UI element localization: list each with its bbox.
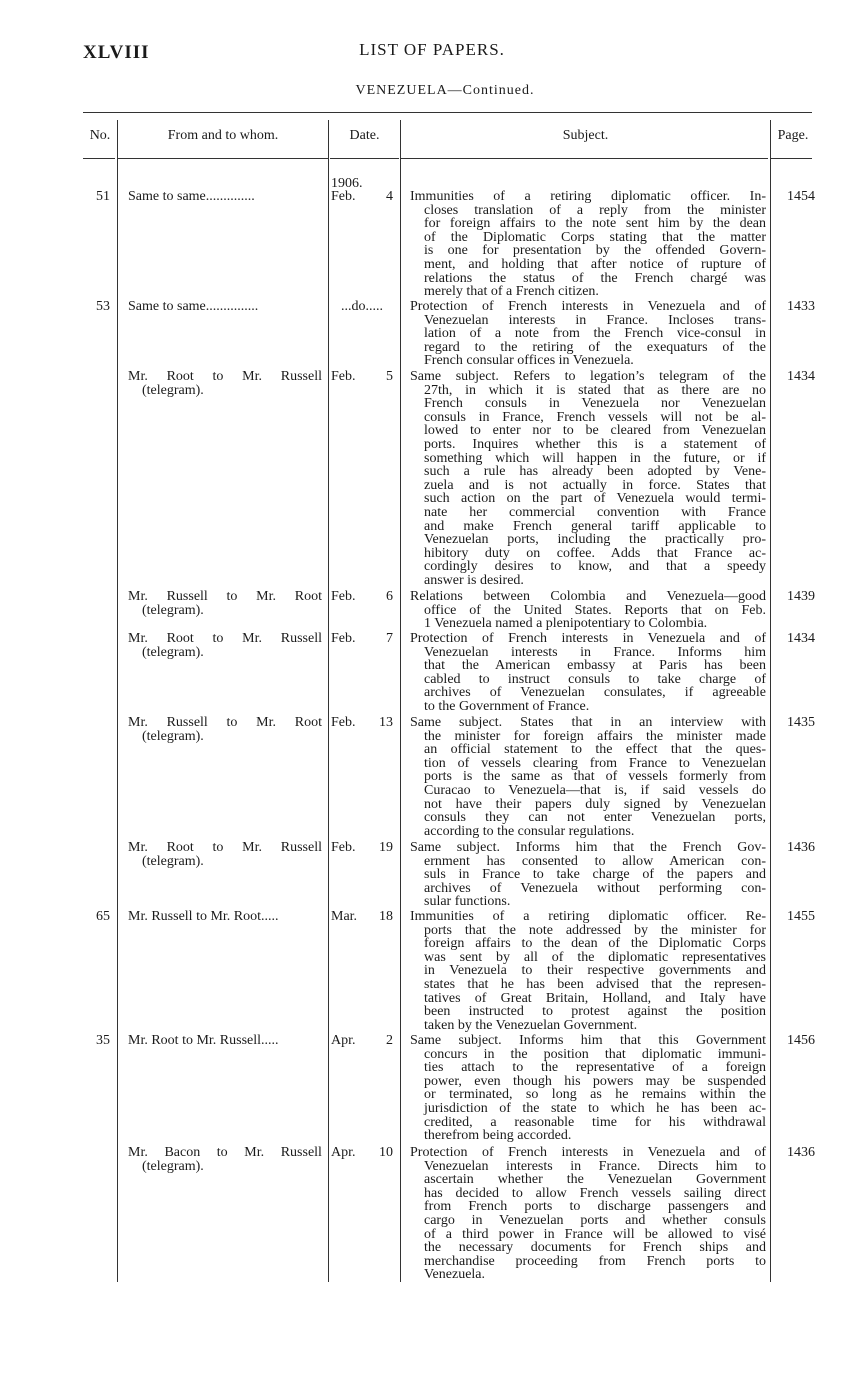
date-line — [331, 632, 393, 646]
date-day: 7 — [386, 631, 393, 646]
subject-line: 1 Venezuela named a plenipotentiary to Colombia. — [424, 616, 708, 632]
column-divider-2 — [328, 120, 329, 1282]
entry-date — [331, 716, 393, 730]
subject-line: Curacao to Venezuela—that is, if said vessels do — [424, 782, 766, 798]
from-word: Root — [166, 369, 194, 384]
subject-line: relations the status of the French chargé was — [424, 270, 766, 286]
from-line-1 — [128, 590, 322, 604]
row-number: 35 — [96, 1033, 110, 1048]
from-word: Russell — [280, 369, 322, 384]
subject-line: for foreign affairs to the note sent him by the dean — [424, 216, 766, 232]
from-to-whom — [128, 716, 322, 743]
from-word: Mr. — [128, 369, 148, 384]
from-line-1 — [128, 716, 322, 730]
subject-line: consuls in France, French vessels will not be al- — [424, 409, 766, 425]
subject-line: Venezuelan ports, including the practically pro- — [424, 532, 766, 548]
date-month: Apr. — [331, 1145, 356, 1160]
subject-text — [410, 1146, 766, 1282]
page-number: 1455 — [787, 909, 815, 924]
header-bottom-rule-page — [771, 158, 812, 159]
from-name: Mr. Root to Mr. Russell — [128, 1034, 262, 1048]
subject-line: or terminated, so long as he remains within the — [424, 1087, 766, 1103]
subject-line: Venezuela. — [424, 1267, 486, 1283]
from-word: to — [212, 840, 224, 855]
subject-text — [410, 190, 766, 299]
subject-line: taken by the Venezuelan Government. — [424, 1017, 638, 1033]
entry-date — [331, 1034, 393, 1048]
from-word: Russell — [166, 589, 208, 604]
subject-line: was sent by all of the diplomatic representatives — [424, 949, 766, 965]
from-to-whom — [128, 841, 322, 868]
date-day: 18 — [379, 909, 393, 924]
subject-line: sular functions. — [424, 894, 511, 910]
date-line — [331, 1034, 393, 1048]
date-month: Feb. — [331, 715, 356, 730]
subject-line: ernment has consented to allow American con- — [424, 853, 766, 869]
from-word: Mr. — [242, 631, 263, 646]
subject-line: closes translation of a reply from the minister — [424, 202, 766, 218]
from-word: Russell — [280, 1145, 322, 1160]
date-month: Feb. — [331, 840, 356, 855]
date-month: Apr. — [331, 1033, 356, 1048]
from-to-whom — [128, 590, 322, 617]
from-word: Russell — [166, 715, 208, 730]
from-line-1 — [128, 1034, 322, 1048]
from-to-whom — [128, 370, 322, 397]
from-word: Root — [166, 631, 194, 646]
from-to-whom — [128, 190, 322, 204]
subject-line: suls in France to take charge of the papers and — [424, 867, 766, 883]
subject-line: Venezuelan interests in France. Directs him to — [424, 1158, 766, 1174]
date-year: 1906. — [331, 176, 363, 191]
from-line-2: (telegram). — [142, 853, 204, 869]
subject-line: Protection of French interests in Venezuela and of — [410, 299, 766, 314]
entry-date — [331, 190, 393, 204]
from-word: to — [212, 631, 224, 646]
subject-line: credited, a reasonable time for his withdrawal — [424, 1114, 766, 1130]
subject-line: archives of Venezuela without performing con- — [424, 880, 766, 896]
subject-line: merchandise proceeding from French ports to — [424, 1253, 766, 1269]
from-name: Same to same — [128, 190, 206, 204]
leader-dots: ..... — [261, 1034, 279, 1048]
subject-line: and make French general tariff applicable to — [424, 518, 766, 534]
section-subtitle: VENEZUELA—Continued. — [355, 83, 535, 98]
subject-line: such action on the part of Venezuela would termi- — [424, 491, 766, 507]
subject-line: lation of a note from the French vice-consul in — [424, 326, 766, 342]
page-number: 1454 — [787, 189, 815, 204]
subject-line: nate her commercial convention with France — [424, 504, 766, 520]
from-line-1 — [128, 1146, 322, 1160]
col-header-from: From and to whom. — [167, 128, 279, 143]
column-divider-1 — [117, 120, 118, 1282]
date-day: 6 — [386, 589, 393, 604]
subject-line: has decided to allow French vessels sailing direct — [424, 1185, 766, 1201]
subject-line: concurs in the position that diplomatic immuni- — [424, 1046, 766, 1062]
page-folio: XLVIII — [83, 42, 150, 63]
subject-text — [410, 590, 766, 631]
subject-line: Same subject. Informs him that the French Gov- — [410, 840, 766, 855]
from-word: Russell — [280, 631, 322, 646]
subject-line: not have their papers duly signed by Venezuelan — [424, 796, 766, 812]
subject-line: regard to the retiring of the exequaturs of the — [424, 339, 766, 355]
entry-date — [331, 370, 393, 384]
entry-date — [331, 300, 393, 314]
date-line — [331, 370, 393, 384]
from-line-2: (telegram). — [142, 602, 204, 618]
page-number: 1435 — [787, 715, 815, 730]
from-to-whom — [128, 1146, 322, 1173]
from-word: Root — [294, 589, 322, 604]
from-word: Mr. — [242, 840, 263, 855]
from-line-2: (telegram). — [142, 644, 204, 660]
date-day: 13 — [379, 715, 393, 730]
from-word: to — [226, 589, 238, 604]
from-word: to — [212, 369, 224, 384]
subject-line: the necessary documents for French ships and — [424, 1240, 766, 1256]
subject-line: ascertain whether the Venezuelan Government — [424, 1172, 766, 1188]
date-day: 2 — [386, 1033, 393, 1048]
subject-line: cabled to instruct consuls to take charge of — [424, 671, 766, 687]
subject-line: Protection of French interests in Venezuela and of — [410, 631, 766, 646]
from-line-1 — [128, 190, 322, 204]
from-word: Mr. — [244, 1145, 265, 1160]
subject-text — [410, 632, 766, 714]
col-header-page: Page. — [777, 128, 809, 143]
date-line — [331, 590, 393, 604]
subject-line: according to the consular regulations. — [424, 823, 635, 839]
from-line-1 — [128, 370, 322, 384]
date-day: 5 — [386, 369, 393, 384]
entry-date — [331, 841, 393, 855]
subject-line: to the Government of France. — [424, 698, 590, 714]
subject-text — [410, 370, 766, 588]
date-line — [331, 190, 393, 204]
leader-dots: ..... — [261, 910, 279, 924]
from-word: Mr. — [256, 715, 277, 730]
page-title: LIST OF PAPERS. — [359, 40, 505, 59]
date-month: Feb. — [331, 369, 356, 384]
from-line-2: (telegram). — [142, 382, 204, 398]
subject-text — [410, 300, 766, 368]
from-word: Mr. — [256, 589, 277, 604]
subject-line: ment, and holding that after notice of rupture of — [424, 256, 766, 272]
from-word: Mr. — [128, 1145, 148, 1160]
page-number: 1439 — [787, 589, 815, 604]
row-number: 53 — [96, 299, 110, 314]
from-line-1 — [128, 300, 322, 314]
subject-line: Immunities of a retiring diplomatic officer. Re- — [410, 909, 766, 924]
page-number: 1436 — [787, 840, 815, 855]
subject-line: been instructed to protest against the position — [424, 1004, 766, 1020]
from-to-whom — [128, 300, 322, 314]
subject-line: Same subject. States that in an interview with — [410, 715, 766, 730]
page-number: 1456 — [787, 1033, 815, 1048]
subject-line: Venezuelan interests in France. Incloses trans- — [424, 312, 766, 328]
subject-line: states that he has been advised that the represen- — [424, 976, 766, 992]
entry-date — [331, 632, 393, 646]
subject-line: ports that the note addressed by the minister for — [424, 922, 766, 938]
date-day: 10 — [379, 1145, 393, 1160]
table-top-rule — [83, 112, 812, 113]
header-bottom-rule-subject — [401, 158, 768, 159]
subject-line: office of the United States. Reports that on Feb. — [424, 602, 766, 618]
entry-date — [331, 910, 393, 924]
date-day: 19 — [379, 840, 393, 855]
header-bottom-rule-date — [330, 158, 399, 159]
subject-line: Same subject. Refers to legation’s telegram of the — [410, 369, 766, 384]
from-word: Mr. — [128, 840, 148, 855]
col-header-subject: Subject. — [562, 128, 609, 143]
page-number: 1434 — [787, 631, 815, 646]
from-word: Bacon — [164, 1145, 201, 1160]
subject-line: merely that of a French citizen. — [424, 284, 599, 300]
header-bottom-rule-no — [83, 158, 115, 159]
subject-line: Protection of French interests in Venezuela and of — [410, 1145, 766, 1160]
date-month: Feb. — [331, 189, 356, 204]
subject-line: archives of Venezuelan consulates, if agreeable — [424, 685, 766, 701]
subject-line: the minister for foreign affairs the minister made — [424, 728, 766, 744]
page-number: 1436 — [787, 1145, 815, 1160]
subject-line: 27th, in which it is stated that as there are no — [424, 382, 766, 398]
subject-line: answer is desired. — [424, 572, 524, 588]
from-to-whom — [128, 1034, 322, 1048]
subject-line: an official statement to the effect that the ques- — [424, 742, 766, 758]
date-line — [331, 716, 393, 730]
subject-line: foreign affairs to the dean of the Diplomatic Corps — [424, 936, 766, 952]
date-line — [331, 841, 393, 855]
subject-line: tatives of Great Britain, Holland, and Italy have — [424, 990, 766, 1006]
entry-date — [331, 590, 393, 604]
subject-line: of a third power in France will be allowed to visé — [424, 1226, 766, 1242]
subject-line: from French ports to discharge passengers and — [424, 1199, 766, 1215]
leader-dots: .............. — [205, 190, 255, 204]
date-line — [331, 910, 393, 924]
from-line-2: (telegram). — [142, 728, 204, 744]
col-header-date: Date. — [349, 128, 380, 143]
subject-line: therefrom being accorded. — [424, 1128, 572, 1144]
subject-text — [410, 841, 766, 909]
subject-line: cargo in Venezuelan ports and whether consuls — [424, 1212, 766, 1228]
from-to-whom — [128, 632, 322, 659]
from-line-1 — [128, 841, 322, 855]
from-line-1 — [128, 632, 322, 646]
from-line-2: (telegram). — [142, 1158, 204, 1174]
date-ditto: ...do..... — [341, 299, 383, 314]
row-number: 65 — [96, 909, 110, 924]
from-name: Same to same — [128, 300, 206, 314]
subject-line: such a rule has already been adopted by Vene- — [424, 464, 766, 480]
header-bottom-rule-from — [118, 158, 328, 159]
entry-date — [331, 1146, 393, 1160]
subject-line: lowed to enter nor to be cleared from Venezuelan — [424, 423, 766, 439]
subject-text — [410, 910, 766, 1032]
date-day: 4 — [386, 189, 393, 204]
subject-line: Same subject. Informs him that this Government — [410, 1033, 766, 1048]
from-line-1 — [128, 910, 322, 924]
date-line — [331, 1146, 393, 1160]
subject-line: something which will happen in the future, or if — [424, 450, 766, 466]
subject-line: Relations between Colombia and Venezuela—good — [410, 589, 766, 604]
subject-line: ports is the same as that of vessels formerly from — [424, 769, 766, 785]
subject-line: consuls they can not enter Venezuelan ports, — [424, 810, 766, 826]
from-word: to — [226, 715, 238, 730]
from-word: Root — [166, 840, 194, 855]
col-header-no: No. — [89, 128, 111, 143]
from-word: Russell — [280, 840, 322, 855]
subject-line: hibitory duty on coffee. Adds that France ac- — [424, 545, 766, 561]
subject-line: cordingly desires to know, and that a speedy — [424, 559, 766, 575]
subject-line: tion of vessels clearing from France to Venezuelan — [424, 755, 766, 771]
row-number: 51 — [96, 189, 110, 204]
from-to-whom — [128, 910, 322, 924]
from-word: Mr. — [242, 369, 263, 384]
subject-line: is one for presentation by the offended Govern- — [424, 243, 766, 259]
date-month: Feb. — [331, 589, 356, 604]
subject-line: Venezuelan interests in France. Informs him — [424, 644, 766, 660]
subject-line: of the Diplomatic Corps stating that the matter — [424, 229, 766, 245]
subject-line: French consuls in Venezuela nor Venezuelan — [424, 396, 766, 412]
from-word: to — [216, 1145, 228, 1160]
subject-line: ports. Inquires whether this is a statement of — [424, 436, 766, 452]
subject-line: in Venezuela to their respective governments and — [424, 963, 766, 979]
from-word: Mr. — [128, 715, 148, 730]
page-number: 1433 — [787, 299, 815, 314]
subject-line: that the American embassy at Paris has been — [424, 658, 766, 674]
page-number: 1434 — [787, 369, 815, 384]
from-word: Mr. — [128, 589, 148, 604]
subject-line: zuela and is not actually in force. States that — [424, 477, 766, 493]
subject-text — [410, 716, 766, 838]
column-divider-4 — [770, 120, 771, 1282]
subject-line: Immunities of a retiring diplomatic officer. In- — [410, 189, 766, 204]
from-word: Root — [294, 715, 322, 730]
from-word: Mr. — [128, 631, 148, 646]
date-month: Mar. — [331, 909, 358, 924]
date-month: Feb. — [331, 631, 356, 646]
leader-dots: ............... — [205, 300, 259, 314]
subject-line: power, even though his powers may be suspended — [424, 1073, 766, 1089]
subject-text — [410, 1034, 766, 1143]
subject-line: jurisdiction of the state to which he has been ac- — [424, 1100, 766, 1116]
from-name: Mr. Russell to Mr. Root — [128, 910, 262, 924]
column-divider-3 — [400, 120, 401, 1282]
subject-line: French consular offices in Venezuela. — [424, 353, 634, 369]
subject-line: ties attach to the representative of a foreign — [424, 1060, 766, 1076]
